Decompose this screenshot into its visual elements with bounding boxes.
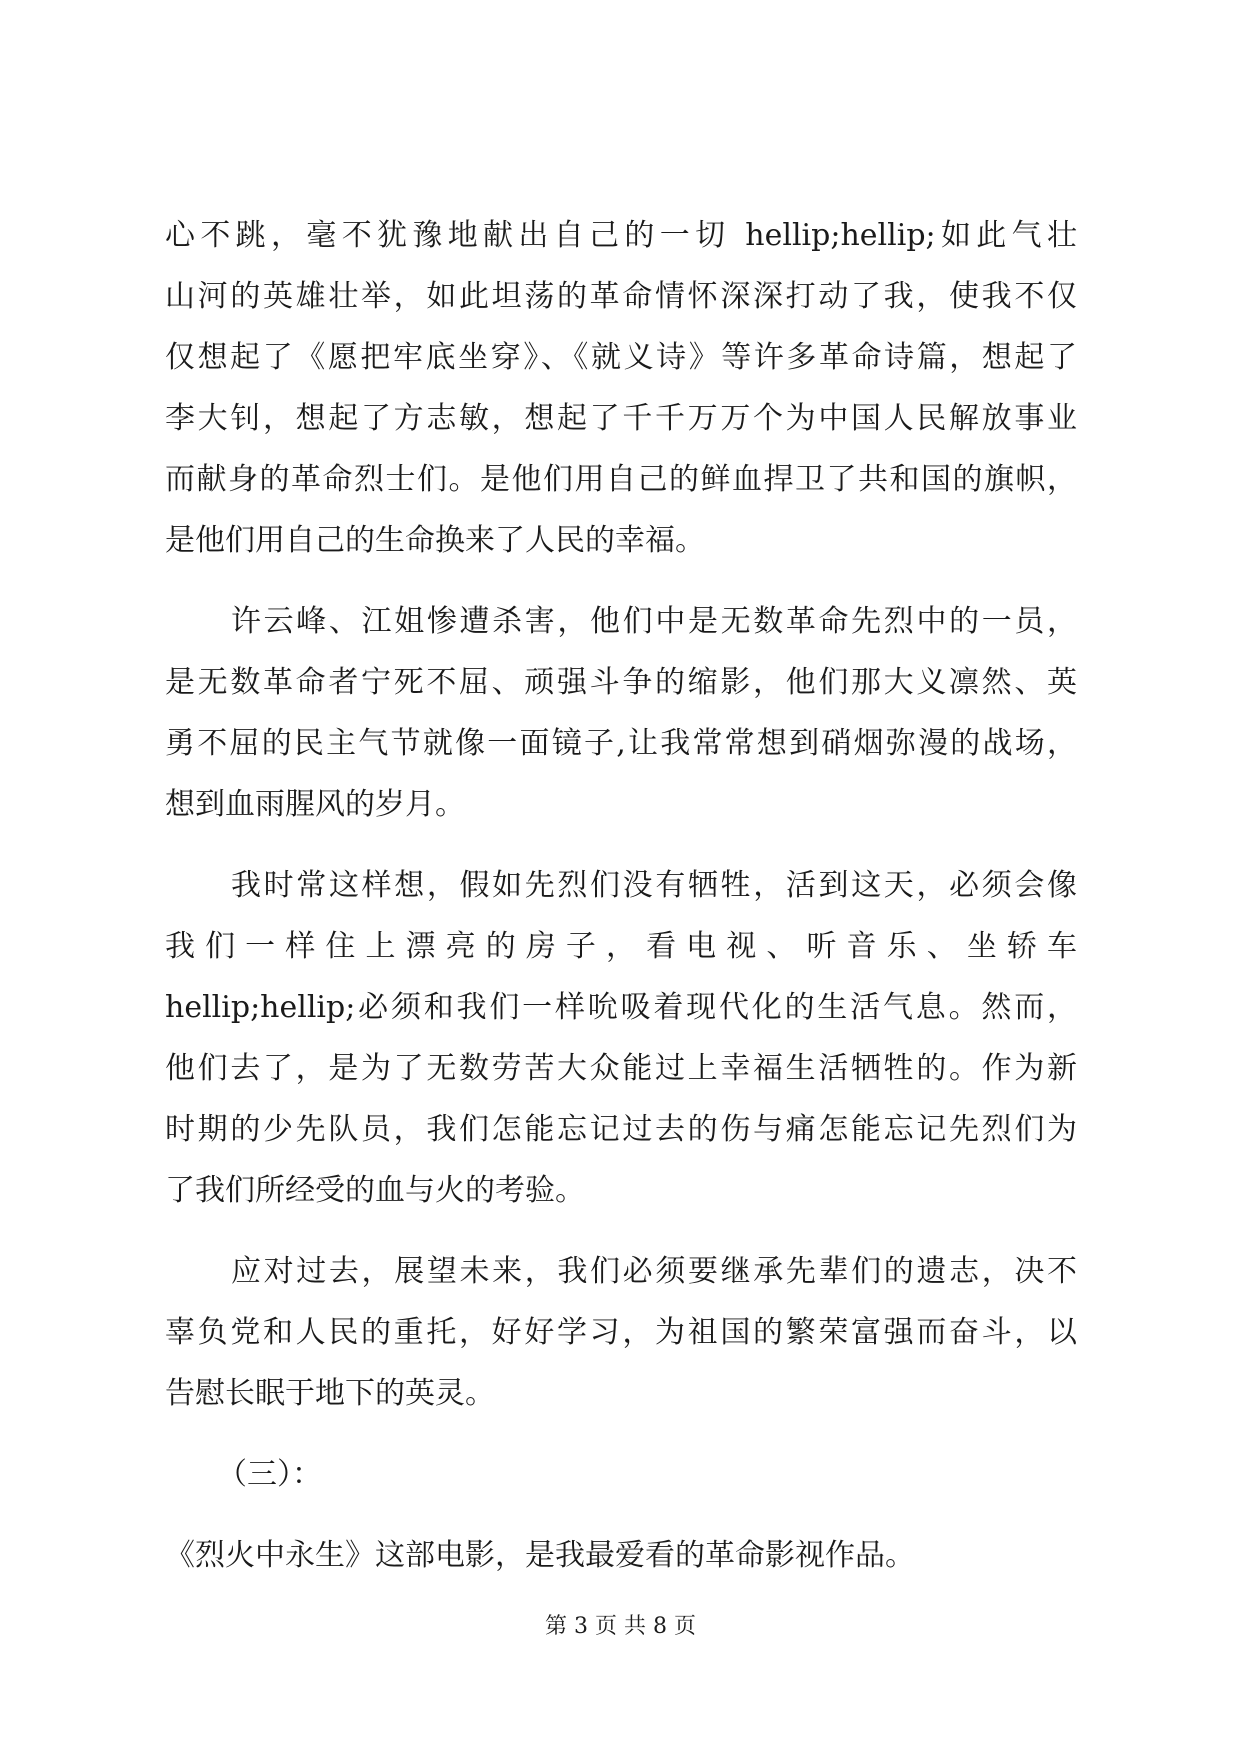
paragraph xyxy=(165,1525,1077,1586)
text-line: 勇不屈的民主气节就像一面镜子,让我常常想到硝烟弥漫的战场， xyxy=(165,726,1077,761)
section-heading xyxy=(165,1444,1077,1505)
document-body xyxy=(165,205,1077,1586)
text-line: 心不跳，毫不犹豫地献出自己的一切 hellip;hellip;如此气壮 xyxy=(165,218,1077,253)
text-line: 告慰长眠于地下的英灵。 xyxy=(165,1376,495,1411)
text-line: 是无数革命者宁死不屈、顽强斗争的缩影，他们那大义凛然、英 xyxy=(165,665,1077,700)
text-line: 了我们所经受的血与火的考验。 xyxy=(165,1173,585,1208)
text-line: 想到血雨腥风的岁月。 xyxy=(165,787,465,822)
text-line: 仅想起了《愿把牢底坐穿》、《就义诗》等许多革命诗篇，想起了 xyxy=(165,340,1077,375)
text-line: 他们去了，是为了无数劳苦大众能过上幸福生活牺牲的。作为新 xyxy=(165,1051,1077,1086)
text-line: 山河的英雄壮举，如此坦荡的革命情怀深深打动了我，使我不仅 xyxy=(165,279,1077,314)
text-line: hellip;hellip;必须和我们一样吮吸着现代化的生活气息。然而， xyxy=(165,990,1077,1025)
paragraph xyxy=(165,855,1077,1221)
text-line: 时期的少先队员，我们怎能忘记过去的伤与痛怎能忘记先烈们为 xyxy=(165,1112,1077,1147)
paragraph xyxy=(165,1241,1077,1424)
page-number-footer: 第 3 页 共 8 页 xyxy=(545,1614,696,1639)
text-line: 是他们用自己的生命换来了人民的幸福。 xyxy=(165,523,705,558)
paragraph xyxy=(165,591,1077,835)
text-line: 我时常这样想，假如先烈们没有牺牲，活到这天，必须会像 xyxy=(231,868,1077,903)
text-line: 而献身的革命烈士们。是他们用自己的鲜血捍卫了共和国的旗帜， xyxy=(165,462,1077,497)
paragraph xyxy=(165,205,1077,571)
text-line: 我们一样住上漂亮的房子，看电视、听音乐、坐轿车 xyxy=(165,929,1077,964)
text-line: 许云峰、江姐惨遭杀害，他们中是无数革命先烈中的一员， xyxy=(231,604,1077,639)
text-line: （三）： xyxy=(217,1457,322,1492)
text-line: 李大钊，想起了方志敏，想起了千千万万个为中国人民解放事业 xyxy=(165,401,1077,436)
text-line: 《烈火中永生》这部电影，是我最爱看的革命影视作品。 xyxy=(165,1538,915,1573)
text-line: 辜负党和人民的重托，好好学习，为祖国的繁荣富强而奋斗，以 xyxy=(165,1315,1077,1350)
text-line: 应对过去，展望未来，我们必须要继承先辈们的遗志，决不 xyxy=(231,1254,1077,1289)
